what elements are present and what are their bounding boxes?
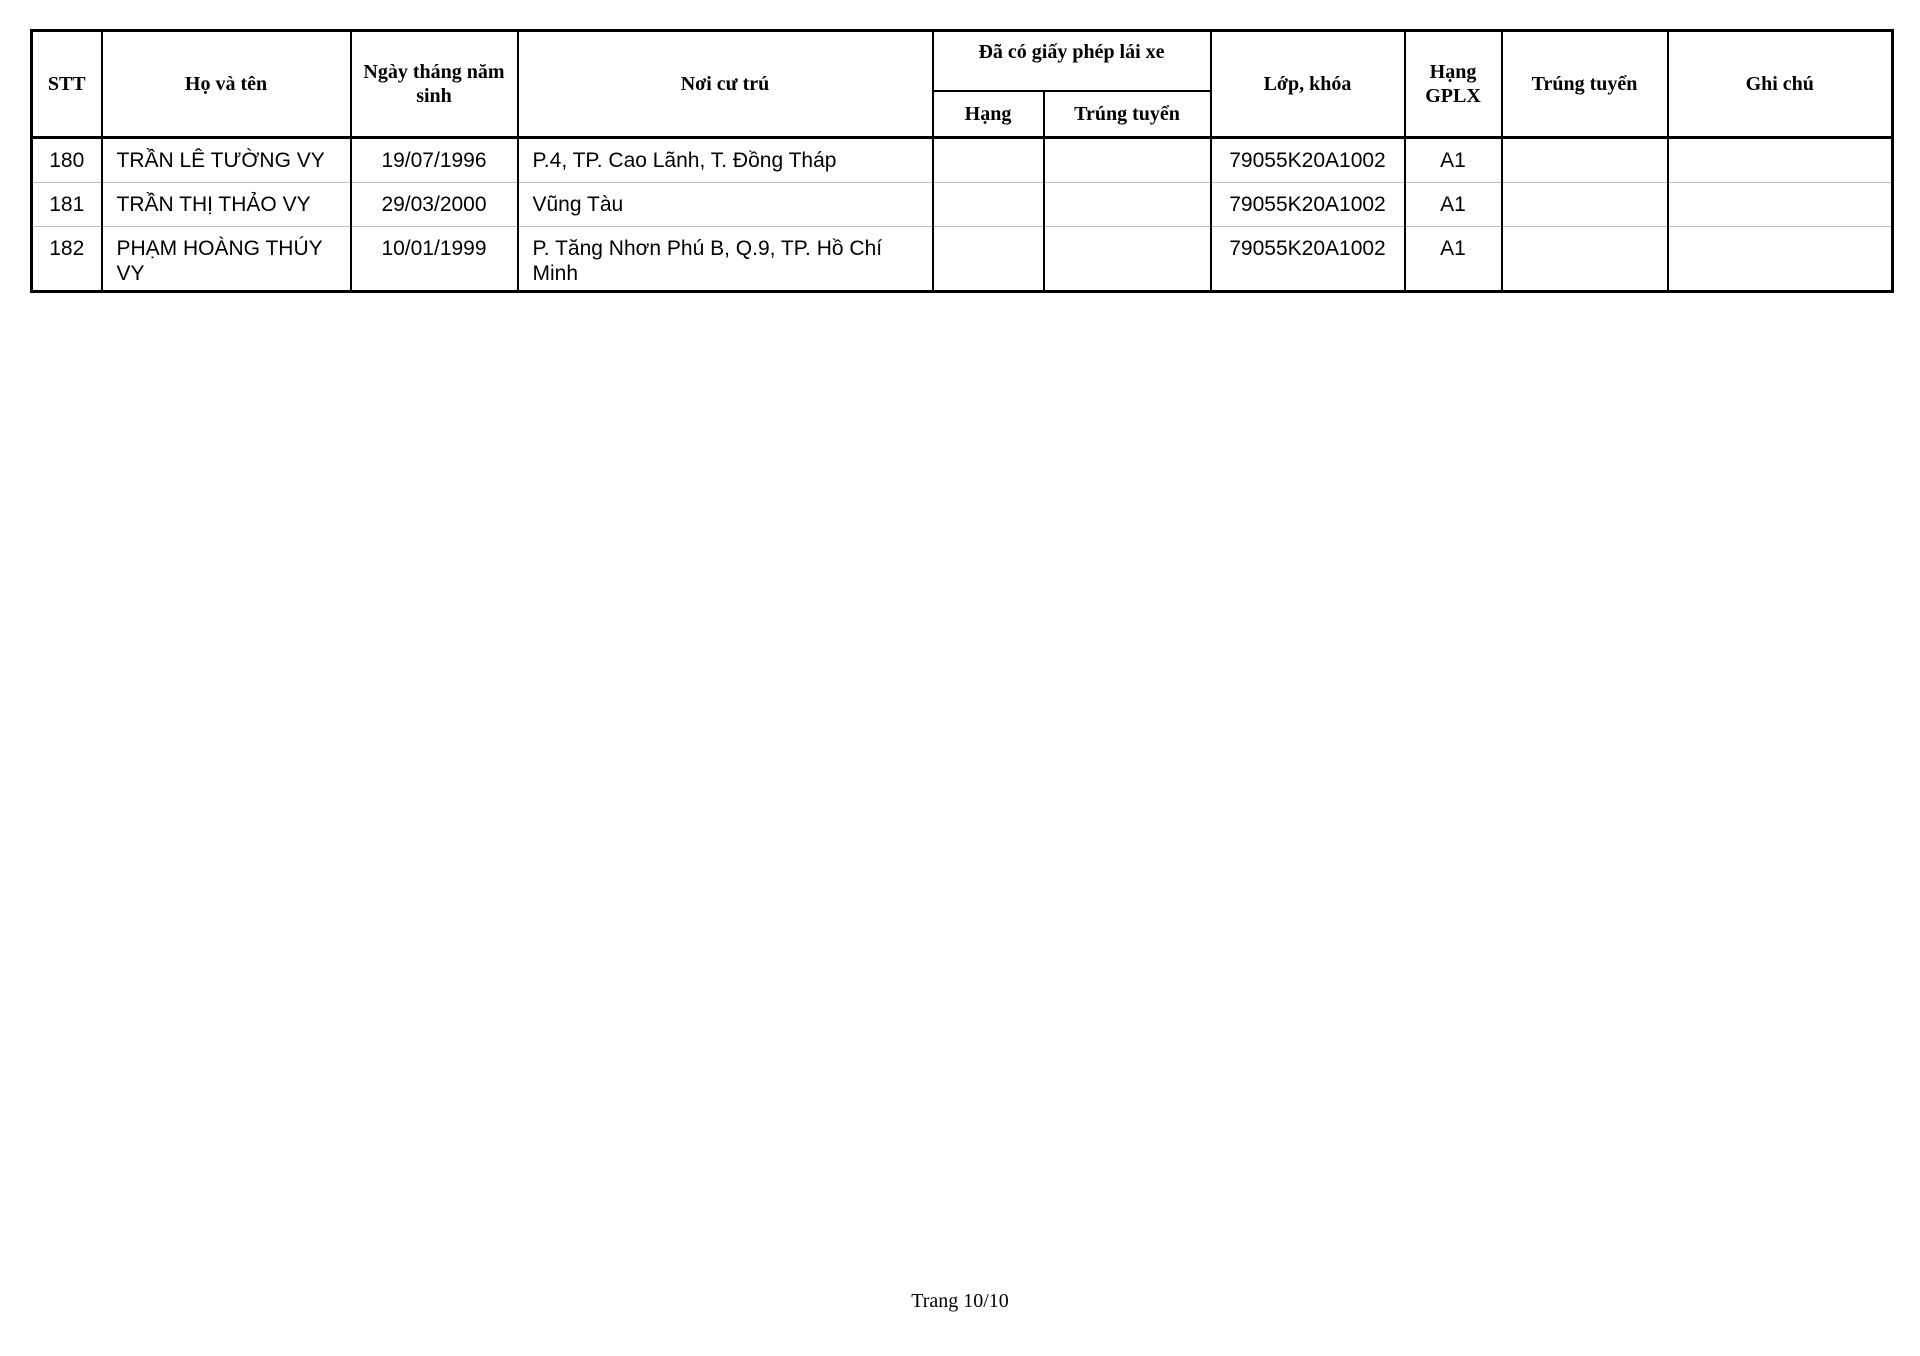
cell-dob: 10/01/1999 bbox=[351, 227, 518, 292]
header-note: Ghi chú bbox=[1668, 31, 1893, 138]
cell-name: PHẠM HOÀNG THÚY VY bbox=[102, 227, 351, 292]
header-dob: Ngày tháng năm sinh bbox=[351, 31, 518, 138]
cell-name: TRẦN LÊ TƯỜNG VY bbox=[102, 138, 351, 183]
table-row bbox=[32, 138, 1893, 183]
roster-table bbox=[30, 29, 1894, 293]
header-license-passed: Trúng tuyển bbox=[1044, 91, 1211, 138]
cell-license-rank bbox=[933, 138, 1044, 183]
cell-stt: 182 bbox=[32, 227, 102, 292]
header-stt: STT bbox=[32, 31, 102, 138]
cell-class: 79055K20A1002 bbox=[1211, 138, 1405, 183]
cell-passed bbox=[1502, 138, 1668, 183]
header-passed: Trúng tuyển bbox=[1502, 31, 1668, 138]
cell-note bbox=[1668, 227, 1893, 292]
cell-class: 79055K20A1002 bbox=[1211, 227, 1405, 292]
page-number: Trang 10/10 bbox=[911, 1290, 1009, 1312]
cell-dob: 29/03/2000 bbox=[351, 183, 518, 227]
header-class: Lớp, khóa bbox=[1211, 31, 1405, 138]
cell-gplx-rank: A1 bbox=[1405, 227, 1502, 292]
cell-dob: 19/07/1996 bbox=[351, 138, 518, 183]
cell-class: 79055K20A1002 bbox=[1211, 183, 1405, 227]
cell-passed bbox=[1502, 183, 1668, 227]
header-license-rank: Hạng bbox=[933, 91, 1044, 138]
cell-stt: 181 bbox=[32, 183, 102, 227]
cell-license-passed bbox=[1044, 138, 1211, 183]
cell-name: TRẦN THỊ THẢO VY bbox=[102, 183, 351, 227]
cell-note bbox=[1668, 138, 1893, 183]
cell-residence: Vũng Tàu bbox=[518, 183, 933, 227]
cell-residence: P.4, TP. Cao Lãnh, T. Đồng Tháp bbox=[518, 138, 933, 183]
cell-note bbox=[1668, 183, 1893, 227]
cell-license-rank bbox=[933, 183, 1044, 227]
header-license-group: Đã có giấy phép lái xe bbox=[933, 31, 1211, 92]
table-body bbox=[32, 138, 1893, 292]
table-row bbox=[32, 183, 1893, 227]
cell-gplx-rank: A1 bbox=[1405, 183, 1502, 227]
cell-passed bbox=[1502, 227, 1668, 292]
table-header bbox=[32, 31, 1893, 138]
cell-license-rank bbox=[933, 227, 1044, 292]
header-gplx-rank: Hạng GPLX bbox=[1405, 31, 1502, 138]
header-name: Họ và tên bbox=[102, 31, 351, 138]
cell-residence: P. Tăng Nhơn Phú B, Q.9, TP. Hồ Chí Minh bbox=[518, 227, 933, 292]
header-residence: Nơi cư trú bbox=[518, 31, 933, 138]
cell-gplx-rank: A1 bbox=[1405, 138, 1502, 183]
cell-stt: 180 bbox=[32, 138, 102, 183]
cell-license-passed bbox=[1044, 227, 1211, 292]
cell-license-passed bbox=[1044, 183, 1211, 227]
table-row bbox=[32, 227, 1893, 292]
